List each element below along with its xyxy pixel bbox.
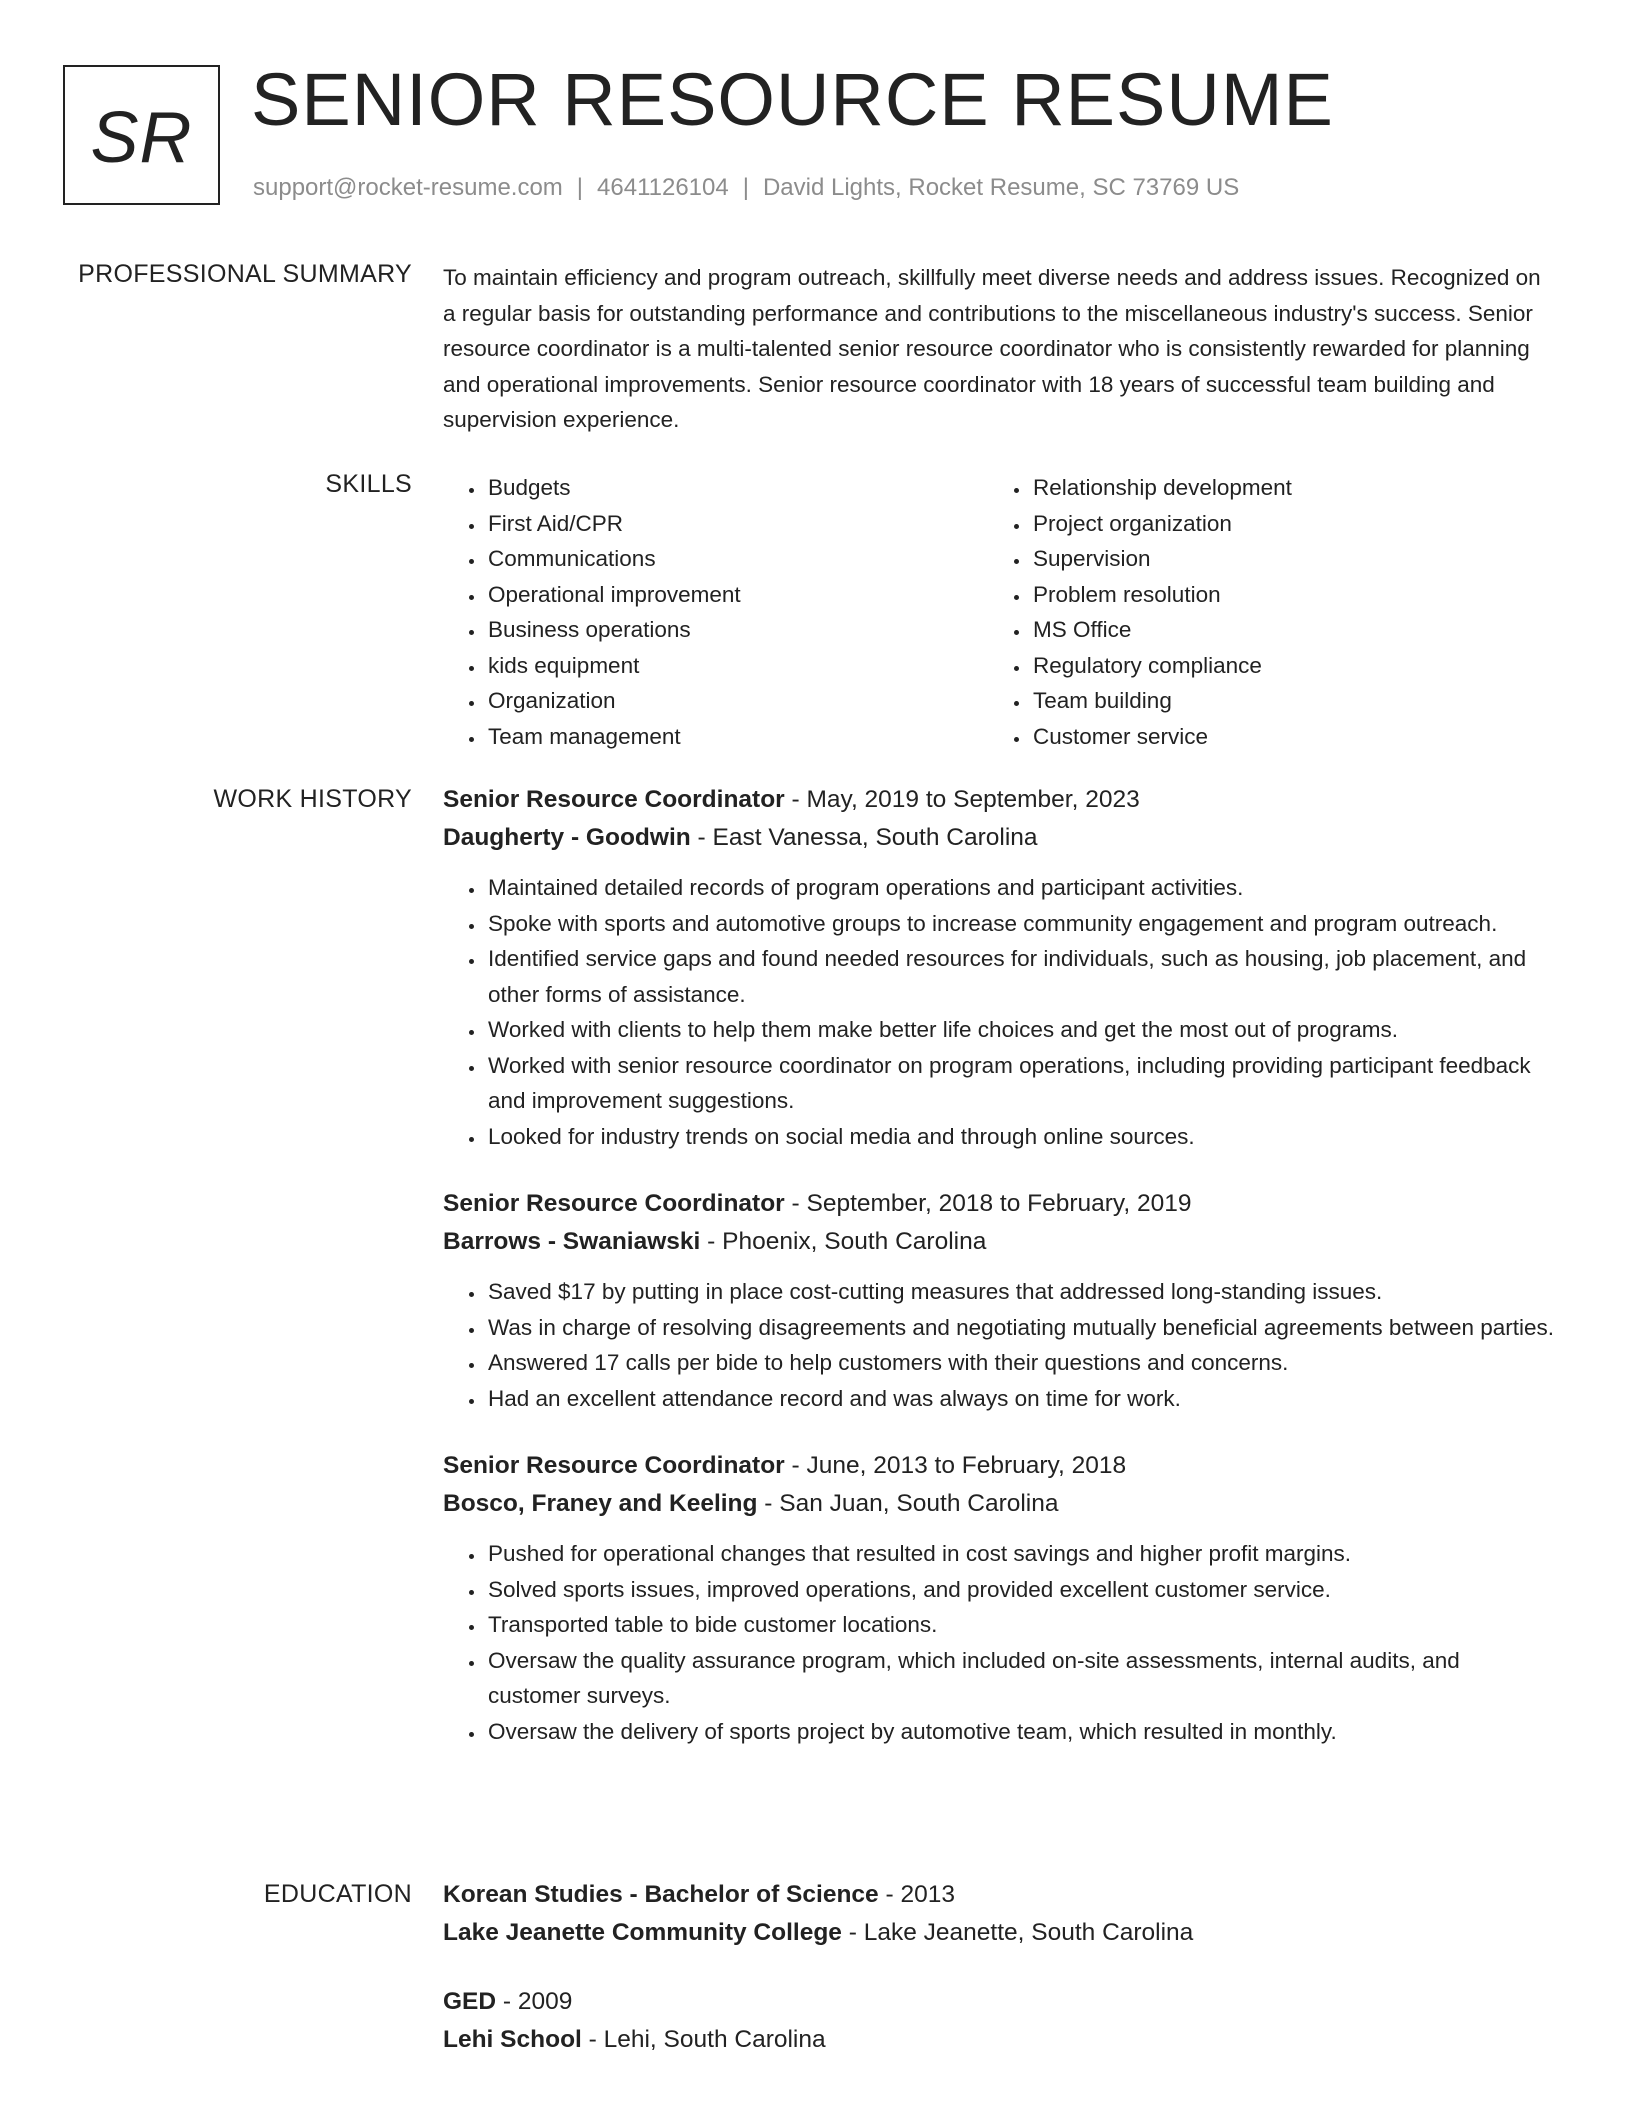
skill-item: • Project organization xyxy=(1031,506,1533,542)
job-bullets xyxy=(443,1536,1558,1749)
contact-line xyxy=(253,174,1239,202)
job-company: Daugherty - Goodwin xyxy=(443,824,691,851)
education-location: - Lehi, South Carolina xyxy=(581,2026,826,2053)
job-bullet: • Was in charge of resolving disagreements and negotiating mutually beneficial agreements between parties. xyxy=(486,1310,1558,1346)
job-bullet: • Saved $17 by putting in place cost-cutting measures that addressed long-standing issues. xyxy=(486,1274,1558,1310)
job-bullet: • Identified service gaps and found needed resources for individuals, such as housing, job placement, and other forms of assistance. xyxy=(486,941,1558,1012)
summary-text: To maintain efficiency and program outreach, skillfully meet diverse needs and address issues. Recognized on a regular basis for outstanding performance and contributions to the miscellaneous industry's success. Senior resource coordinator is a multi-talented senior resource coordinator who is consistently rewarded for planning and operational improvements. Senior resource coordinator with 18 years of successful team building and supervision experience. xyxy=(443,265,1541,432)
job-bullet: • Maintained detailed records of program operations and participant activities. xyxy=(486,870,1558,906)
skill-item: • Regulatory compliance xyxy=(1031,648,1533,684)
job-location: - East Vanessa, South Carolina xyxy=(690,824,1038,851)
job-entry xyxy=(443,781,1558,1154)
contact-email: support@rocket-resume.com xyxy=(253,174,563,201)
job-bullet: • Worked with clients to help them make better life choices and get the most out of programs. xyxy=(486,1012,1558,1048)
contact-phone: 4641126104 xyxy=(597,174,729,201)
skill-item: • Business operations xyxy=(486,612,988,648)
education-school-line xyxy=(443,1914,1558,1952)
contact-separator: | xyxy=(576,174,584,201)
job-company-line xyxy=(443,1223,1558,1261)
work-history-heading: WORK HISTORY xyxy=(213,785,412,813)
job-bullet: • Spoke with sports and automotive groups to increase community engagement and program outreach. xyxy=(486,906,1558,942)
job-bullet: • Pushed for operational changes that resulted in cost savings and higher profit margins. xyxy=(486,1536,1558,1572)
skills-heading: SKILLS xyxy=(325,470,412,498)
education-degree: Korean Studies - Bachelor of Science xyxy=(443,1881,879,1908)
skill-item: • Budgets xyxy=(486,470,988,506)
job-dates: - September, 2018 to February, 2019 xyxy=(784,1190,1192,1217)
resume-title: SENIOR RESOURCE RESUME xyxy=(251,58,1334,141)
job-bullets xyxy=(443,1274,1558,1416)
monogram-initials: SR xyxy=(90,98,193,178)
job-bullet: • Worked with senior resource coordinator on program operations, including providing participant feedback and improvement suggestions. xyxy=(486,1048,1558,1119)
job-role: Senior Resource Coordinator xyxy=(443,1452,785,1479)
education-degree: GED xyxy=(443,1988,497,2015)
education-entry xyxy=(443,1876,1558,1952)
education-year: - 2013 xyxy=(878,1881,955,1908)
contact-address: David Lights, Rocket Resume, SC 73769 US xyxy=(762,174,1240,201)
skill-item: • kids equipment xyxy=(486,648,988,684)
skill-item: • Organization xyxy=(486,683,988,719)
skill-item: • Problem resolution xyxy=(1031,577,1533,613)
skill-item: • First Aid/CPR xyxy=(486,506,988,542)
education-degree-line xyxy=(443,1983,1558,2021)
skill-item: • Relationship development xyxy=(1031,470,1533,506)
skill-item: • Customer service xyxy=(1031,719,1533,755)
monogram-badge xyxy=(63,65,220,205)
job-role: Senior Resource Coordinator xyxy=(443,786,785,813)
education-school-line xyxy=(443,2021,1558,2059)
skills-list-left xyxy=(443,470,988,754)
job-title-line xyxy=(443,1185,1558,1223)
job-title-line xyxy=(443,1447,1558,1485)
job-bullet: • Oversaw the delivery of sports project by automotive team, which resulted in monthly. xyxy=(486,1714,1558,1750)
job-dates: - June, 2013 to February, 2018 xyxy=(784,1452,1127,1479)
skill-item: • Team management xyxy=(486,719,988,755)
skill-item: • Team building xyxy=(1031,683,1533,719)
education-school: Lake Jeanette Community College xyxy=(443,1919,842,1946)
job-bullet: • Oversaw the quality assurance program, which included on-site assessments, internal audits, and customer surveys. xyxy=(486,1643,1558,1714)
job-title-line xyxy=(443,781,1558,819)
job-company-line xyxy=(443,819,1558,857)
job-location: - Phoenix, South Carolina xyxy=(700,1228,987,1255)
job-bullet: • Looked for industry trends on social media and through online sources. xyxy=(486,1119,1558,1155)
job-bullet: • Transported table to bide customer locations. xyxy=(486,1607,1558,1643)
skill-item: • Supervision xyxy=(1031,541,1533,577)
job-bullet: • Answered 17 calls per bide to help customers with their questions and concerns. xyxy=(486,1345,1558,1381)
job-role: Senior Resource Coordinator xyxy=(443,1190,785,1217)
job-location: - San Juan, South Carolina xyxy=(757,1490,1059,1517)
education-school: Lehi School xyxy=(443,2026,582,2053)
skill-item: • Communications xyxy=(486,541,988,577)
job-company: Barrows - Swaniawski xyxy=(443,1228,701,1255)
job-entry xyxy=(443,1447,1558,1749)
education-year: - 2009 xyxy=(496,1988,573,2015)
job-company: Bosco, Franey and Keeling xyxy=(443,1490,758,1517)
job-bullet: • Solved sports issues, improved operations, and provided excellent customer service. xyxy=(486,1572,1558,1608)
job-dates: - May, 2019 to September, 2023 xyxy=(784,786,1140,813)
education-degree-line xyxy=(443,1876,1558,1914)
skills-list-right xyxy=(988,470,1533,754)
contact-separator: | xyxy=(742,174,749,201)
education-heading: EDUCATION xyxy=(263,1880,412,1908)
summary-heading: PROFESSIONAL SUMMARY xyxy=(78,260,412,288)
job-company-line xyxy=(443,1485,1558,1523)
job-bullets xyxy=(443,870,1558,1154)
job-entry xyxy=(443,1185,1558,1416)
skill-item: • Operational improvement xyxy=(486,577,988,613)
education-location: - Lake Jeanette, South Carolina xyxy=(841,1919,1194,1946)
education-entry xyxy=(443,1983,1558,2059)
job-bullet: • Had an excellent attendance record and was always on time for work. xyxy=(486,1381,1558,1417)
skill-item: • MS Office xyxy=(1031,612,1533,648)
